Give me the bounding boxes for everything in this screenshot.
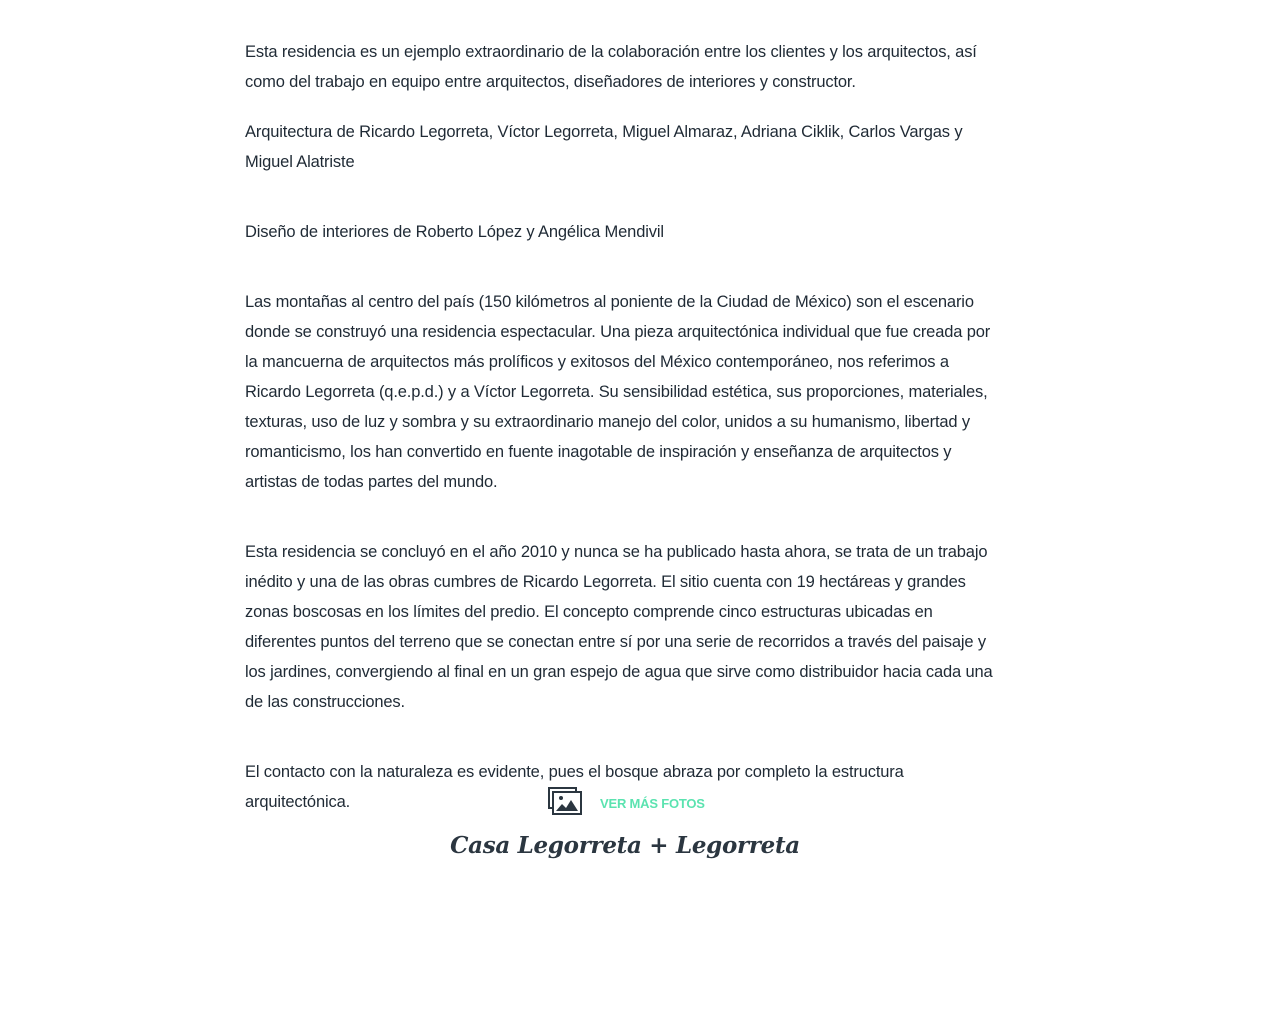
article-paragraph-location: Las montañas al centro del país (150 kilómetros al poniente de la Ciudad de México) son el escenario donde se construyó una residencia espectacular. Una pieza arquitectónica individual que fue creada por la mancuerna de arquitectos más prolíficos y exitosos del México contemporáneo, nos referimos a Ricardo Legorreta (q.e.p.d.) y a Víctor Legorreta. Su sensibilidad estética, sus proporciones, materiales, texturas, uso de luz y sombra y su extraordinario manejo del color, unidos a su humanismo, libertad y romanticismo, los han convertido en fuente inagotable de inspiración y enseñanza de arquitectos y artistas de todas partes del mundo. xyxy=(245,293,991,491)
photo-gallery-icon xyxy=(548,787,582,815)
article-paragraph-history: Esta residencia se concluyó en el año 2010 y nunca se ha publicado hasta ahora, se trata de un trabajo inédito y una de las obras cumbres de Ricardo Legorreta. El sitio cuenta con 19 hectáreas y grandes zonas boscosas en los límites del predio. El concepto comprende cinco estructuras ubicadas en diferentes puntos del terreno que se conectan entre sí por una serie de recorridos a través del paisaje y los jardines, convergiendo al final en un gran espejo de agua que sirve como distribuidor hacia cada una de las construcciones. xyxy=(245,543,993,711)
article-paragraph-interior-credits: Diseño de interiores de Roberto López y Angélica Mendivil xyxy=(245,223,664,241)
article-paragraph-architecture-credits: Arquitectura de Ricardo Legorreta, Víctor Legorreta, Miguel Almaraz, Adriana Ciklik, Carlos Vargas y Miguel Alatriste xyxy=(245,123,963,171)
view-more-photos-label: VER MÁS FOTOS xyxy=(600,795,705,811)
article-paragraph-nature: El contacto con la naturaleza es evidente, pues el bosque abraza por completo la estructura arquitectónica. xyxy=(245,763,904,811)
gallery-title: Casa Legorreta + Legorreta xyxy=(450,832,800,859)
view-more-photos-link[interactable] xyxy=(548,786,705,816)
article-paragraph-collaboration: Esta residencia es un ejemplo extraordinario de la colaboración entre los clientes y los arquitectos, así como del trabajo en equipo entre arquitectos, diseñadores de interiores y constructor. xyxy=(245,43,977,91)
article-body xyxy=(245,37,1005,817)
